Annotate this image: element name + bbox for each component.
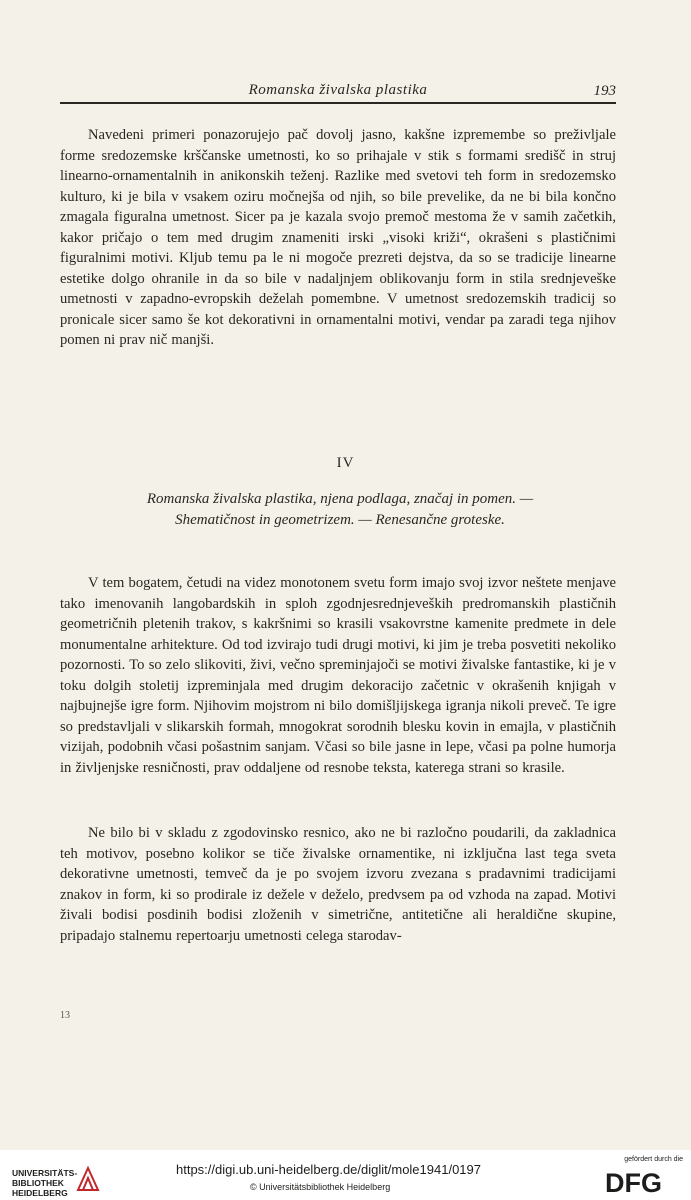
paragraph-2: [60, 573, 616, 778]
library-name-line-2: BIBLIOTHEK: [12, 1178, 64, 1188]
paragraph-3-text: Ne bilo bi v skladu z zgodovinsko resnico, ako ne bi razločno poudarili, da zakladnica teh motivov, posebno kolikor se tiče živalske ornamentike, ni izključna last tega sveta dekorativne umetnosti, temveč da je po svojem izvoru zvezana s pradavnimi tradicijami znakov in form, ki so prodirale iz dežele v deželo, predvsem pa od vzhoda na zapad. Motivi živali bodisi posdinih bodisi zloženih v simetrične, antitetične ali heraldične skupine, pripadajo stalnemu repertoarju umetnosti celega starodav-: [60, 825, 616, 944]
section-number: IV: [336, 455, 355, 471]
copyright-notice: © Universitätsbibliothek Heidelberg: [250, 1182, 391, 1192]
library-emblem-icon: [74, 1164, 102, 1194]
running-head-title: Romanska živalska plastika: [248, 82, 428, 98]
library-name-line-1: UNIVERSITÄTS-: [12, 1168, 78, 1178]
signature-mark: 13: [60, 1010, 70, 1021]
paragraph-3: [60, 823, 616, 946]
funding-note: gefördert durch die: [624, 1156, 683, 1163]
library-name: [12, 1168, 77, 1198]
paragraph-1-text: Navedeni primeri ponazorujejo pač dovolj jasno, kakšne izpremembe so preživljale forme sredozemske krščanske umetnosti, ko so prihajale v stik s formami središč in struj linearno-ornamentalnih in anikonskih teženj. Razlike med svetovi teh form in sredozemsko kulturo, ki je bila v vsakem oziru močnejša od njih, so bile prevelike, da ne bi bila končno zmagala figuralna umetnost. Sicer pa je kazala svojo premoč mestoma že v samih začetkih, kakor pričajo o tem med drugim znameniti irski „visoki križi“, okrašeni s plastičnimi figuralnimi motivi. Kljub temu pa le ni mogoče prezreti dejstva, da so se tradicije linearne estetike dolgo ohranile in da so bile v nadaljnjem oblikovanju form in stila srednjeveške umetnosti v zapadno-evropskih deželah pomembne. V umetnost sredozemskih tradicij so pronicale sicer samo še kot dekorativni in ornamentalni motivi, vendar pa zaradi tega njihov pomen ni prav nič manjši.: [60, 127, 616, 348]
digitization-footer: [0, 1150, 691, 1200]
library-name-line-3: HEIDELBERG: [12, 1188, 68, 1198]
paragraph-2-text: V tem bogatem, četudi na videz monotonem svetu form imajo svoj izvor neštete menjave tako imenovanih langobardskih in sploh zgodnjesrednjeveških predromanskih plastičnih geometričnih pletenih trakov, s kakršnimi so krasili vsakovrstne kamenite predmete in dele monumentalne arhitekture. Od tod izvirajo tudi drugi motivi, ki jim je treba posvetiti nekoliko pozornosti. To so zelo slikoviti, živi, večno spreminjajoči se motivi živalske fantastike, ki je v toku dolgih stoletij izpreminjala med drugim dekoracijo začetnic v okrašenih knjigah v najbujnejše igre form. Njihovim mojstrom ni bilo domišljijskega igranja nikoli preveč. Te igre so predstavljali v slikarskih formah, mnogokrat sorodnih blesku kovin in emajla, v plastičnih vizijah, podobnih včasi pošastnim sanjam. Včasi so bile jasne in lepe, včasi pa polne humorja in življenjske resničnosti, prav oddaljene od resnobe teksta, katerega strani so krasile.: [60, 575, 616, 776]
paragraph-1: [60, 125, 616, 351]
running-head: [60, 80, 616, 104]
permalink-url[interactable]: https://digi.ub.uni-heidelberg.de/diglit/mole1941/0197: [176, 1162, 481, 1177]
page-number: 193: [593, 83, 616, 99]
dfg-logo[interactable]: [603, 1154, 683, 1196]
dfg-wordmark-icon: [603, 1166, 683, 1198]
section-title: Romanska živalska plastika, njena podlaga, značaj in pomen. — Shematičnost in geometrizem. — Renesančne groteske.: [146, 491, 534, 528]
funder-name: DFG: [605, 1168, 662, 1198]
library-logo[interactable]: [6, 1160, 146, 1196]
